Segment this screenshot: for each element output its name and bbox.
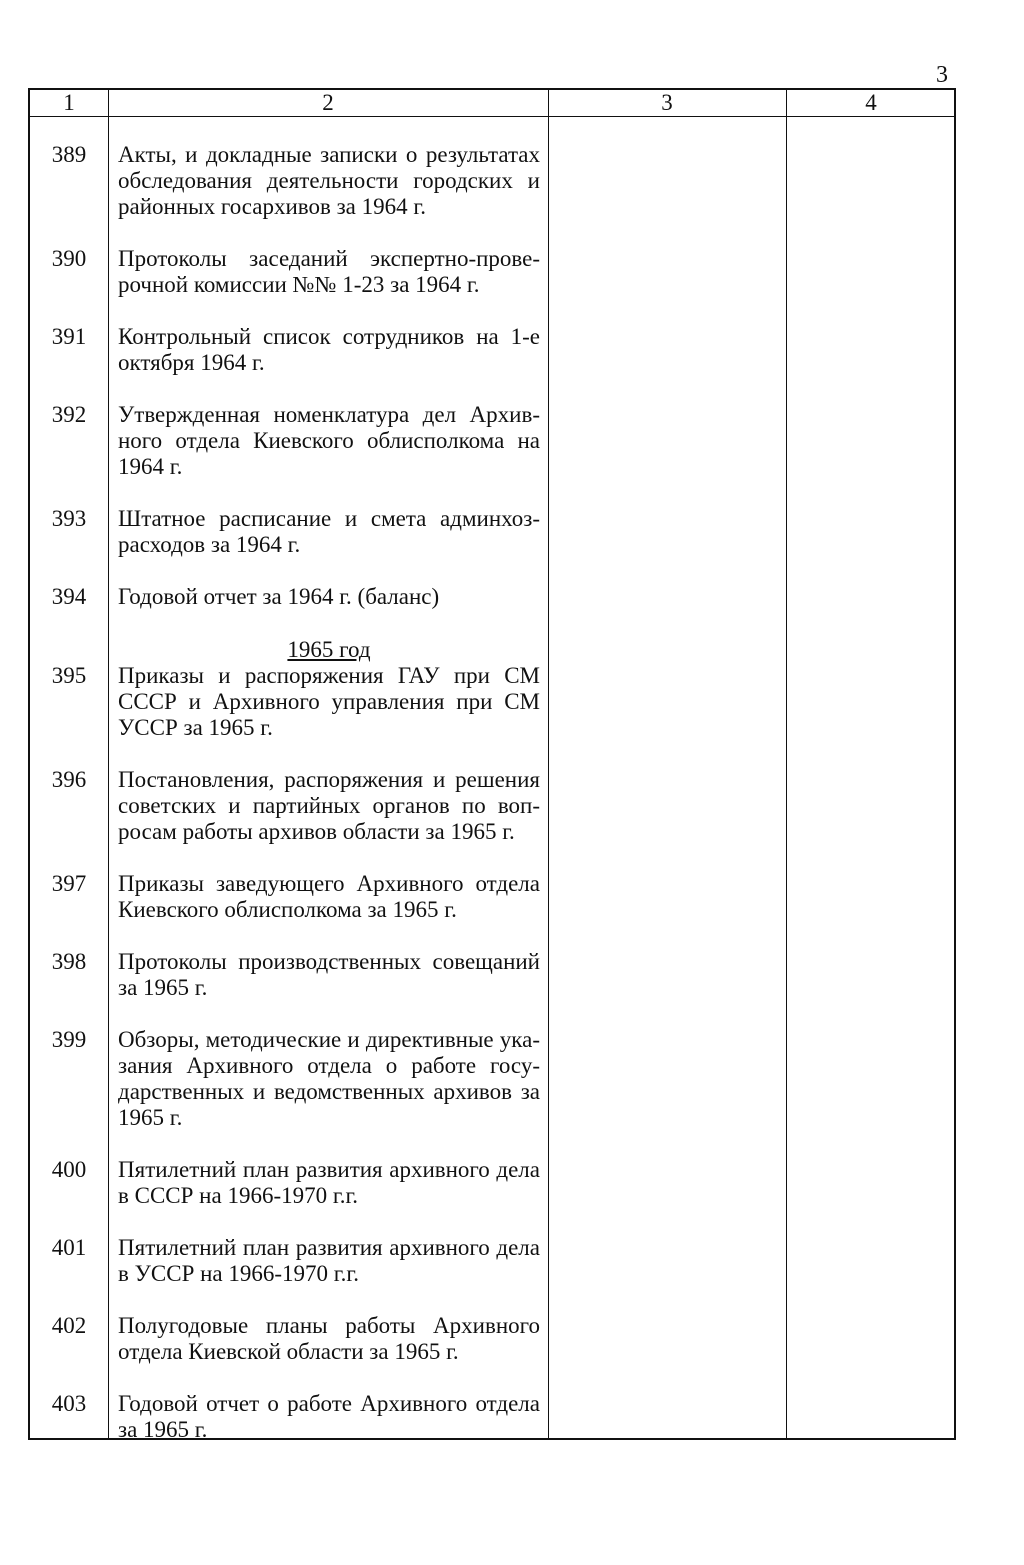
page-number: 3 — [936, 62, 948, 88]
description-line: Постановления, распоряжения и решения — [118, 767, 540, 792]
column-divider — [786, 90, 787, 1438]
description-line: Приказы и распоряжения ГАУ при СМ — [118, 663, 540, 688]
row-description — [118, 324, 540, 376]
description-line: Киевского облисполкома за 1965 г. — [118, 897, 457, 922]
row-number: 389 — [51, 142, 87, 167]
description-line: СССР и Архивного управления при СМ — [118, 689, 540, 714]
row-number: 392 — [51, 402, 87, 427]
row-number: 390 — [51, 246, 87, 271]
description-line: УССР за 1965 г. — [118, 715, 273, 740]
description-line: Приказы заведующего Архивного отдела — [118, 871, 540, 896]
archive-inventory-table — [28, 88, 956, 1440]
description-line: в УССР на 1966-1970 г.г. — [118, 1261, 359, 1286]
description-line: Протоколы заседаний экспертно-прове- — [118, 246, 540, 271]
description-line: Годовой отчет о работе Архивного отдела — [118, 1391, 540, 1416]
row-description — [118, 142, 540, 220]
description-line: октября 1964 г. — [118, 350, 265, 375]
row-number: 393 — [51, 506, 87, 531]
row-number: 399 — [51, 1027, 87, 1052]
row-number: 401 — [51, 1235, 87, 1260]
row-description — [118, 663, 540, 741]
row-description — [118, 584, 540, 610]
column-header-3: 3 — [661, 90, 673, 115]
header-divider — [30, 116, 954, 117]
row-description — [118, 246, 540, 298]
description-line: росам работы архивов области за 1965 г. — [118, 819, 515, 844]
description-line: за 1965 г. — [118, 975, 208, 1000]
description-line: расходов за 1964 г. — [118, 532, 301, 557]
row-number: 394 — [51, 584, 87, 609]
description-line: Штатное расписание и смета админхоз- — [118, 506, 540, 531]
description-line: Протоколы производственных совещаний — [118, 949, 540, 974]
row-description — [118, 1027, 540, 1131]
row-description — [118, 767, 540, 845]
description-line: отдела Киевской области за 1965 г. — [118, 1339, 459, 1364]
column-divider — [548, 90, 549, 1438]
description-line: Годовой отчет за 1964 г. (баланс) — [118, 584, 440, 609]
row-number: 396 — [51, 767, 87, 792]
row-description — [118, 402, 540, 480]
description-line: в СССР на 1966-1970 г.г. — [118, 1183, 359, 1208]
row-number: 400 — [51, 1157, 87, 1182]
description-line: зания Архивного отдела о работе госу- — [118, 1053, 540, 1078]
description-line: советских и партийных органов по воп- — [118, 793, 540, 818]
description-line: обследования деятельности городских и — [118, 168, 540, 193]
row-description — [118, 1391, 540, 1443]
column-header-1: 1 — [63, 90, 75, 115]
description-line: Утвержденная номенклатура дел Архив- — [118, 402, 540, 427]
description-line: 1965 г. — [118, 1105, 183, 1130]
description-line: Полугодовые планы работы Архивного — [118, 1313, 540, 1338]
row-number: 398 — [51, 949, 87, 974]
description-line: ного отдела Киевского облисполкома на — [118, 428, 540, 453]
row-description — [118, 1157, 540, 1209]
row-number: 395 — [51, 663, 87, 688]
row-description — [118, 871, 540, 923]
row-number: 402 — [51, 1313, 87, 1338]
description-line: Контрольный список сотрудников на 1-е — [118, 324, 540, 349]
description-line: Акты, и докладные записки о результатах — [118, 142, 540, 167]
description-line: 1964 г. — [118, 454, 183, 479]
row-description — [118, 949, 540, 1001]
row-number: 397 — [51, 871, 87, 896]
row-description — [118, 506, 540, 558]
column-divider — [108, 90, 109, 1438]
description-line: рочной комиссии №№ 1-23 за 1964 г. — [118, 272, 480, 297]
description-line: Обзоры, методические и директивные ука- — [118, 1027, 540, 1052]
description-line: Пятилетний план развития архивного дела — [118, 1235, 540, 1260]
description-line: Пятилетний план развития архивного дела — [118, 1157, 540, 1182]
column-header-4: 4 — [865, 90, 877, 115]
description-line: за 1965 г. — [118, 1417, 208, 1442]
description-line: дарственных и ведомственных архивов за — [118, 1079, 540, 1104]
column-header-2: 2 — [322, 90, 334, 115]
row-number: 391 — [51, 324, 87, 349]
row-description — [118, 1313, 540, 1365]
description-line: районных госархивов за 1964 г. — [118, 194, 426, 219]
section-heading: 1965 год — [287, 637, 371, 662]
row-description — [118, 1235, 540, 1287]
row-number: 403 — [51, 1391, 87, 1416]
